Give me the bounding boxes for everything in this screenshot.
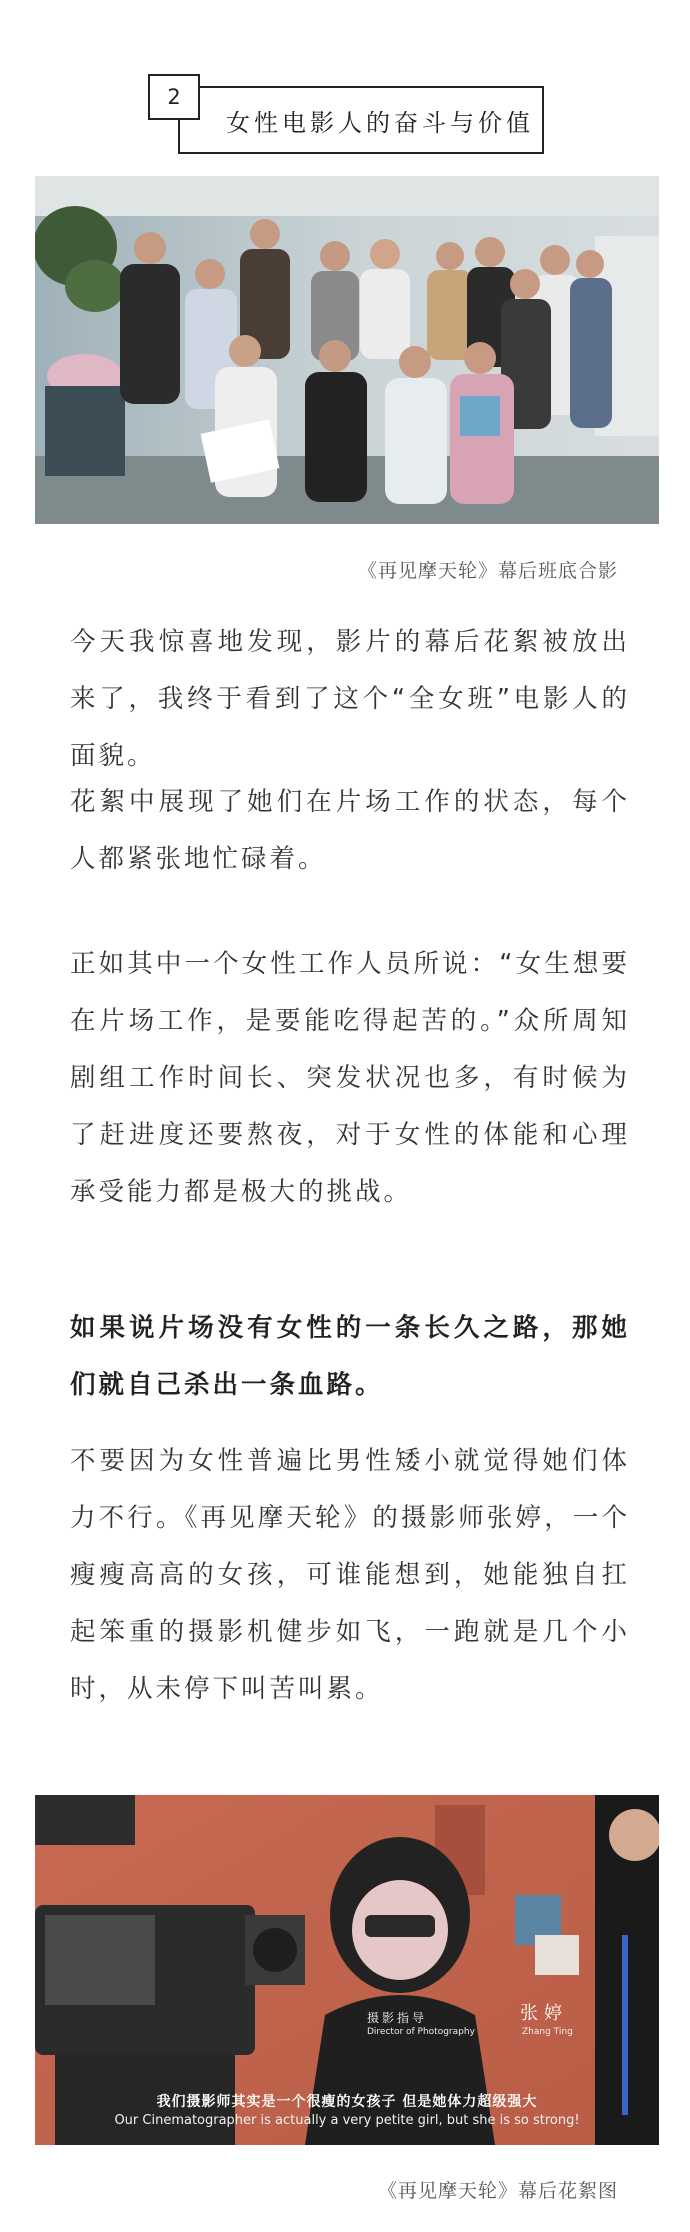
behind-scenes-caption: 《再见摩天轮》幕后花絮图 <box>377 2180 618 2202</box>
paragraph-1: 今天我惊喜地发现，影片的幕后花絮被放出来了，我终于看到了这个“全女班”电影人的面貌。 <box>70 627 630 771</box>
credit-name-en: Zhang Ting <box>522 2027 573 2037</box>
paragraph-4-bold: 如果说片场没有女性的一条长久之路，那她们就自己杀出一条血路。 <box>70 1313 630 1400</box>
section-number: 2 <box>148 74 200 120</box>
section-title: 女性电影人的奋斗与价值 <box>226 109 534 137</box>
paragraph-5: 不要因为女性普遍比男性矮小就觉得她们体力不行。《再见摩天轮》的摄影师张婷，一个瘦瘦高高的女孩，可谁能想到，她能独自扛起笨重的摄影机健步如飞，一跑就是几个小时，从未停下叫苦叫累。 <box>70 1446 630 1704</box>
paragraph-2: 花絮中展现了她们在片场工作的状态，每个人都紧张地忙碌着。 <box>70 787 630 874</box>
credit-role-en: Director of Photography <box>367 2027 475 2037</box>
credit-role: 摄影指导 <box>367 2011 428 2025</box>
video-subtitle-en: Our Cinematographer is actually a very petite girl, but she is so strong! <box>114 2113 580 2128</box>
group-photo-caption: 《再见摩天轮》幕后班底合影 <box>357 560 618 582</box>
group-photo-illustration <box>35 176 659 524</box>
video-subtitle-cn: 我们摄影师其实是一个很瘦的女孩子 但是她体力超级强大 <box>156 2094 538 2110</box>
behind-scenes-photo <box>35 1795 659 2145</box>
credit-name: 张婷 <box>520 2003 568 2024</box>
group-photo <box>35 176 659 524</box>
paragraph-3: 正如其中一个女性工作人员所说：“女生想要在片场工作，是要能吃得起苦的。”众所周知剧组工作时间长、突发状况也多，有时候为了赶进度还要熬夜，对于女性的体能和心理承受能力都是极大的挑战。 <box>70 949 630 1207</box>
